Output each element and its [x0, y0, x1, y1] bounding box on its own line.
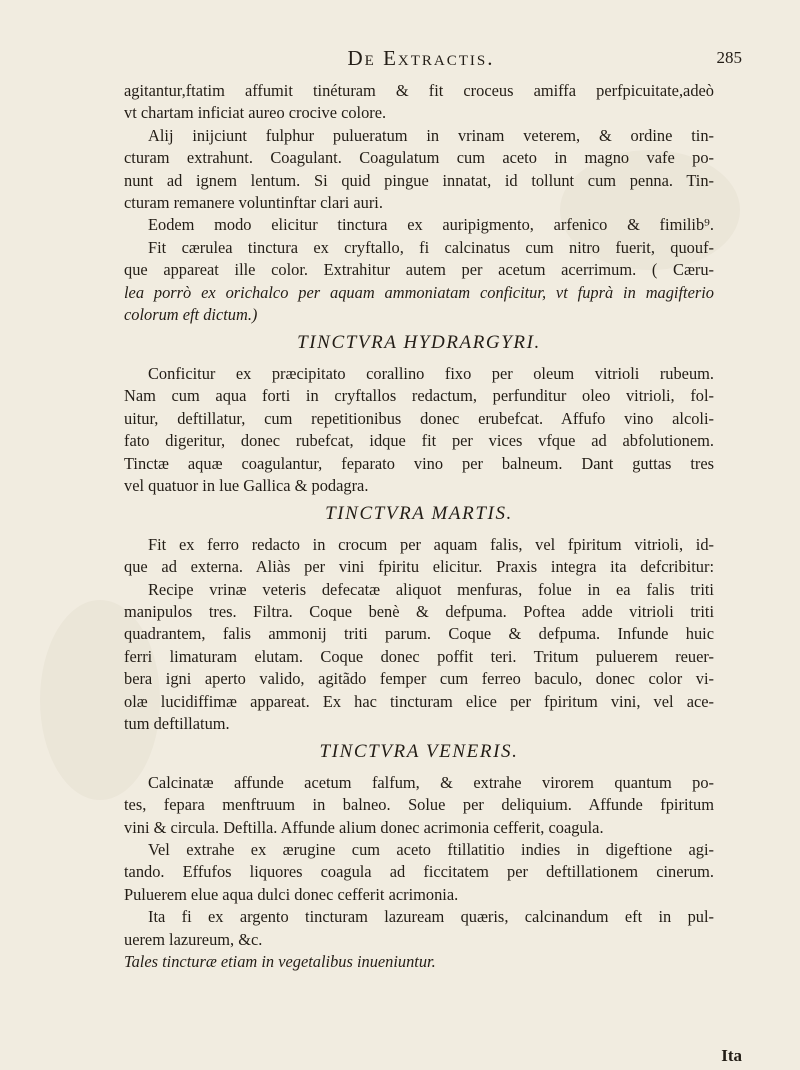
- paragraph: [124, 906, 714, 951]
- text-line: ferri limaturam elutam. Coque donec poffit teri. Tritum puluerem reuer-: [124, 646, 714, 666]
- section-heading: TINCTVRA VENERIS.: [319, 741, 519, 763]
- text-line: Fit ex ferro redacto in crocum per aquam falis, vel fpiritum vitrioli, id-: [148, 534, 714, 554]
- text-line: Recipe vrinæ veteris defecatæ aliquot menfuras, folue in ea falis triti: [148, 579, 714, 599]
- catchword: Ita: [721, 1046, 742, 1065]
- text-line: vel quatuor in lue Gallica & podagra.: [124, 475, 369, 495]
- text-line: uerem lazureum, &c.: [124, 929, 263, 949]
- paragraph: [124, 80, 714, 125]
- text-line: uitur, deftillatur, cum repetitionibus donec erubefcat. Affufo vino alcoli-: [124, 408, 714, 428]
- text-line: Tales tincturæ etiam in vegetalibus inueniuntur.: [124, 952, 436, 972]
- section-heading: TINCTVRA HYDRARGYRI.: [297, 332, 541, 354]
- text-line: tum deftillatum.: [124, 713, 230, 733]
- text-line: bera igni aperto valido, agitãdo femper cum ferreo baculo, donec color vi-: [124, 669, 714, 689]
- page-number: 285: [716, 48, 742, 67]
- text-line: quadrantem, falis ammonij triti parum. Coque & defpuma. Infunde huic: [124, 624, 714, 644]
- text-line: agitantur,ftatim affumit tinéturam & fit croceus amiffa perfpicuitate,adeò: [124, 81, 714, 100]
- text-line: Vel extrahe ex ærugine cum aceto ftillatitio indies in digeftione agi-: [148, 840, 714, 859]
- running-head: De Extractis.: [347, 46, 495, 70]
- text-line: tando. Effufos liquores coagula ad ficcitatem per deftillationem cinerum.: [124, 862, 714, 882]
- text-line: vini & circula. Deftilla. Affunde alium donec acrimonia cefferit, coagula.: [124, 817, 604, 837]
- text-line: Nam cum aqua forti in cryftallos redactum, perfunditur oleo vitrioli, fol-: [124, 386, 714, 406]
- text-line: colorum eft dictum.): [124, 305, 258, 325]
- paragraph: [124, 839, 714, 906]
- text-line: cturam remanere voluntinftar clari auri.: [124, 193, 383, 213]
- page-header: [100, 44, 742, 78]
- paragraph: [124, 363, 714, 497]
- paragraph: [124, 534, 714, 736]
- text-line: vt chartam inficiat aureo crocive colore.: [124, 103, 387, 123]
- text-line: Fit cærulea tinctura ex cryftallo, fi calcinatus cum nitro fuerit, quouf-: [148, 237, 714, 257]
- text-line: Puluerem elue aqua dulci donec cefferit acrimonia.: [124, 884, 459, 904]
- text-line: cturam extrahunt. Coagulant. Coagulatum cum aceto in magno vafe po-: [124, 148, 714, 168]
- section-heading: TINCTVRA MARTIS.: [325, 503, 513, 525]
- text-line: olæ lucidiffimæ appareat. Ex hac tincturam elice per fpiritum vini, vel ace-: [124, 691, 714, 711]
- text-line: nunt ad ignem lentum. Si quid pingue innatat, id tollunt cum penna. Tin-: [124, 170, 714, 190]
- text-line: que ad externa. Aliàs per vini fpiritu elicitur. Praxis integra ita defcribitur:: [124, 557, 714, 577]
- text-line: fato digeritur, donec rubefcat, idque fit per vices vfque ad abfolutionem.: [124, 431, 714, 451]
- text-line: Eodem modo elicitur tinctura ex auripigmento, arfenico & fimilib⁹.: [148, 215, 714, 235]
- text-line: manipulos tres. Filtra. Coque benè & defpuma. Poftea adde vitrioli triti: [124, 601, 714, 621]
- text-line: Tinctæ aquæ coagulantur, feparato vino per balneum. Dant guttas tres: [124, 453, 714, 473]
- text-line: lea porrò ex orichalco per aquam ammoniatam conficitur, vt fuprà in magifterio: [124, 282, 714, 302]
- text-line: Alij inijciunt fulphur puluеratum in vrinam veterem, & ordine tin-: [148, 125, 714, 145]
- text-line: que appareat ille color. Extrahitur autem per acetum acerrimum. ( Cæru-: [124, 260, 714, 280]
- paragraph: [124, 125, 714, 215]
- text-line: Calcinatæ affunde acetum falfum, & extrahe virorem quantum po-: [148, 772, 714, 792]
- text-line: Ita fi ex argento tincturam lazuream quæris, calcinandum eft in pul-: [148, 907, 714, 927]
- page-body: [124, 80, 714, 973]
- text-line: tes, fepara menftruum in balneo. Solue per deliquium. Affunde fpiritum: [124, 795, 714, 815]
- text-line: Conficitur ex præcipitato corallino fixo per oleum vitrioli rubeum.: [148, 363, 714, 383]
- paragraph: [124, 214, 714, 326]
- paragraph: [124, 772, 714, 839]
- paragraph: [124, 951, 714, 973]
